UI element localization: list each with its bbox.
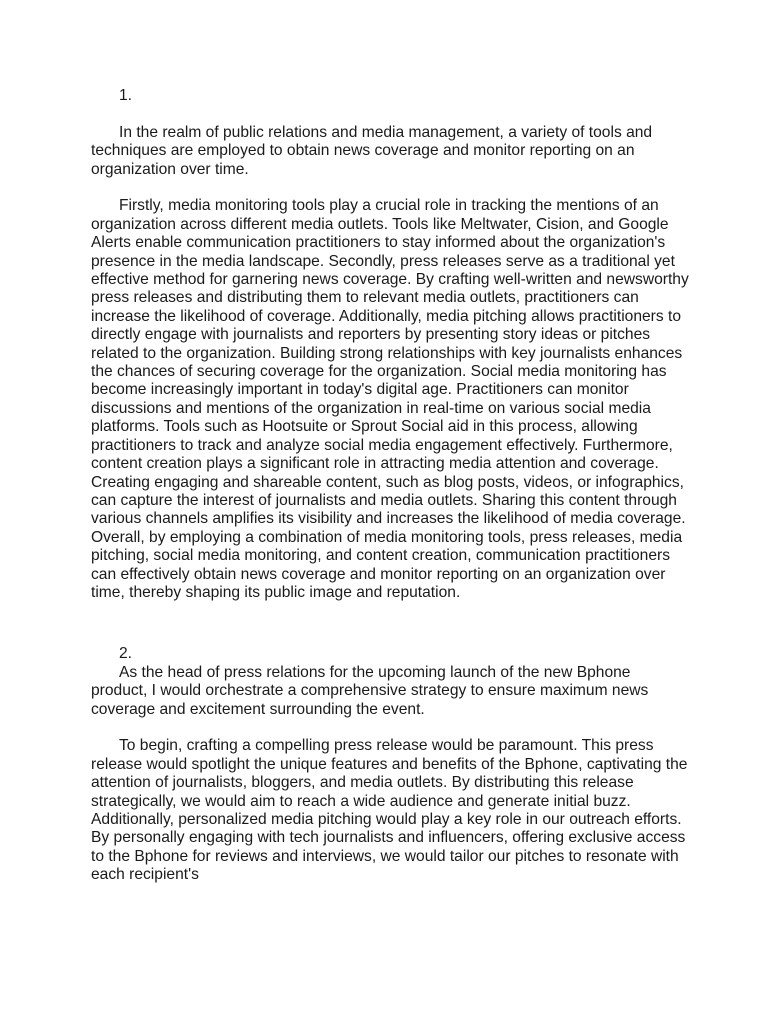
section-1-number: 1. bbox=[119, 87, 133, 104]
section-1-paragraph-1: In the realm of public relations and media management, a variety of tools and techniques are employed to obtain news coverage and monitor reporting on an organization over time. bbox=[91, 123, 653, 178]
document-body bbox=[91, 87, 691, 885]
section-2-number: 2. bbox=[119, 645, 133, 663]
section-2-paragraph-2: To begin, crafting a compelling press release would be paramount. This press release would spotlight the unique features and benefits of the Bphone, captivating the attention of journalists, bloggers, and media outlets. By distributing this release strategically, we would aim to reach a wide audience and generate initial buzz. Additionally, personalized media pitching would play a key role in our outreach efforts. By personally engaging with tech journalists and influencers, offering exclusive access to the Bphone for reviews and interviews, we would tailor our pitches to resonate with each recipient's bbox=[91, 737, 688, 884]
section-2-paragraph-1: As the head of press relations for the upcoming launch of the new Bphone product, I would orchestrate a comprehensive strategy to ensure maximum news coverage and excitement surrounding the event. bbox=[91, 663, 649, 718]
section-1-paragraph-2: Firstly, media monitoring tools play a crucial role in tracking the mentions of an organization across different media outlets. Tools like Meltwater, Cision, and Google Alerts enable communication practitioners to stay informed about the organization's presence in the media landscape. Secondly, press releases serve as a traditional yet effective method for garnering news coverage. By crafting well-written and newsworthy press releases and distributing them to relevant media outlets, practitioners can increase the likelihood of coverage. Additionally, media pitching allows practitioners to directly engage with journalists and reporters by presenting story ideas or pitches related to the organization. Building strong relationships with key journalists enhances the chances of securing coverage for the organization. Social media monitoring has become increasingly important in today's digital age. Practitioners can monitor discussions and mentions of the organization in real-time on various social media platforms. Tools such as Hootsuite or Sprout Social aid in this process, allowing practitioners to track and analyze social media engagement effectively. Furthermore, content creation plays a significant role in attracting media attention and coverage. Creating engaging and shareable content, such as blog posts, videos, or infographics, can capture the interest of journalists and media outlets. Sharing this content through various channels amplifies its visibility and increases the likelihood of media coverage. Overall, by employing a combination of media monitoring tools, press releases, media pitching, social media monitoring, and content creation, communication practitioners can effectively obtain news coverage and monitor reporting on an organization over time, thereby shaping its public image and reputation. bbox=[91, 197, 689, 601]
